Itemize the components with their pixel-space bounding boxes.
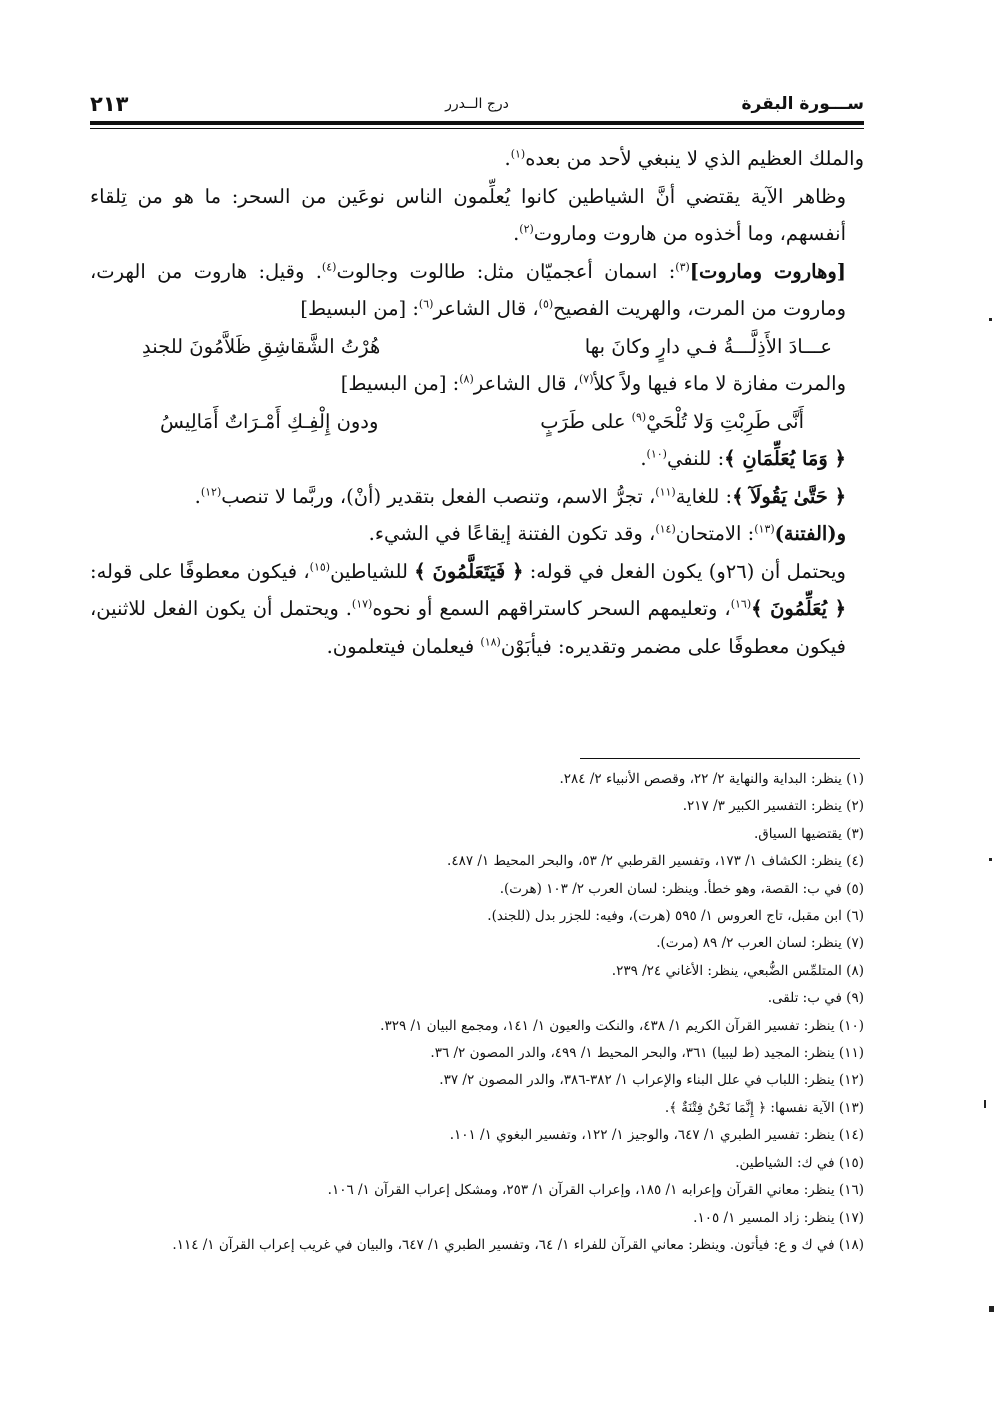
paragraph-4: والمرت مفازة لا ماء فيها ولاً كلأ$^{(٧)}$، قال الشاعر$^{(٨)}$: [من البسيط] (340, 372, 846, 395)
poetry-verse-1 (90, 328, 864, 366)
verse-1-first-hemistich: عـــادَ الأَذِلَّـــةُ فـي دارٍ وكانَ بها (584, 334, 832, 358)
main-text (90, 140, 864, 665)
quran-quote: ﴿ فَيَتَعَلَّمُونَ ﴾ (414, 559, 524, 583)
scan-speck (984, 1100, 986, 1108)
paragraph-1: والملك العظيم الذي لا ينبغي لأحد من بعده$^{(١)}$. (504, 147, 864, 170)
footnote: (١١) ينظر: المجيد (ط ليبيا) ٣٦١، والبحر المحيط ١/ ٤٩٩، والدر المصون ٢/ ٣٦. (430, 1045, 864, 1062)
footnote: (١٠) ينظر: تفسير القرآن الكريم ١/ ٤٣٨، والنكت والعيون ١/ ١٤١، ومجمع البيان ١/ ٣٢٩. (380, 1017, 864, 1034)
scan-speck (989, 858, 992, 861)
footnote: (٦) ابن مقبل، تاج العروس ١/ ٥٩٥ (هرت)، وفيه: للجزر بدل (للجند). (487, 908, 864, 925)
page-number: ٢١٣ (90, 92, 129, 116)
footnote: (١٣) الآية نفسها: ﴿ إِنَّمَا نَحْنُ فِتْنَةٌ ﴾. (664, 1099, 864, 1116)
paragraph-3: [وهاروت وماروت]$^{(٣)}$: اسمان أعجميّان مثل: طالوت وجالوت$^{(٤)}$. وقيل: هاروت من الهرت، وماروت من المرت، والهريت الفصيح$^{(٥)}$، قال الشاعر$^{(٦)}$: [من البسيط] (90, 259, 846, 320)
footnote: (٨) المتلمِّس الضُّبعي، ينظر: الأغاني ٢٤/ ٢٣٩. (611, 962, 864, 979)
footnote: (١٢) ينظر: اللباب في علل البناء والإعراب ١/ ٣٨٢-٣٨٦، والدر المصون ٢/ ٣٧. (439, 1072, 864, 1089)
surah-title: ســـورة البقرة (741, 94, 864, 114)
verse-1-second-hemistich: هُرْتُ الشَّقاشِقِ ظَلاَّمُونَ للجندِ (142, 334, 381, 358)
verse-2-first-hemistich: أَنَّى طَرِبْتِ وَلا تُلْحَيْ$^{(٩)}$ على طَرَبٍ (540, 409, 804, 433)
footnote: (١) ينظر: البداية والنهاية ٢/ ٢٢، وقصص الأنبياء ٢/ ٢٨٤. (559, 771, 864, 787)
running-header (90, 92, 864, 118)
footnote: (١٧) ينظر: زاد المسير ١/ ١٠٥. (693, 1209, 864, 1226)
footnote: (٤) ينظر: الكشاف ١/ ١٧٣، وتفسير القرطبي ٢/ ٥٣، والبحر المحيط ١/ ٤٨٧. (447, 853, 864, 870)
footnote: (١٨) في ك و ع: فيأتون. وينظر: معاني القرآن للفراء ١/ ٦٤، وتفسير الطبري ١/ ٦٤٧، والبيان في غريب إعراب القرآن ١/ ١١٤. (172, 1236, 864, 1253)
quran-quote: ﴿ وَمَا يُعَلِّمَانِ ﴾ (724, 447, 846, 470)
poetry-verse-2 (90, 403, 864, 441)
quran-quote: ﴿ يُعَلِّمُونَ ﴾ (751, 597, 847, 620)
footnote: (٥) في ب: القصة، وهو خطأ. وينظر: لسان العرب ٢/ ١٠٣ (هرت). (499, 880, 864, 897)
footnote: (٢) ينظر: التفسير الكبير ٣/ ٢١٧. (682, 798, 864, 815)
paragraph-7: و(الفتنة)$^{(١٣)}$: الامتحان$^{(١٤)}$، وقد تكون الفتنة إيقاعًا في الشيء. (368, 522, 846, 545)
footnote: (١٥) في ك: الشياطين. (735, 1154, 864, 1171)
scan-speck (989, 1306, 994, 1312)
paragraph-8: ويحتمل أن (٢٦و) يكون الفعل في قوله: ﴿ فَيَتَعَلَّمُونَ ﴾ للشياطين$^{(١٥)}$، فيكون معطوفًا على قوله: ﴿ يُعَلِّمُونَ ﴾$^{(١٦)}$، وتعليمهم السحر كاستراقهم السمع أو نحوه$^{(١٧)}$. ويحتمل أن يكون الفعل للاثنين، فيكون معطوفًا على مضمر وتقديره: فيأبَوْن$^{(١٨)}$ فيعلمان فيتعلمون. (90, 559, 847, 658)
verse-2-second-hemistich: ودون إِلْفِـكِ أَمْـرَاتٌ أَمَالِيسُ (160, 409, 379, 433)
header-rule-thin (90, 128, 864, 129)
footnote: (٩) في ب: تلقى. (767, 990, 864, 1007)
scan-speck (989, 318, 992, 321)
header-rule-thick (90, 121, 864, 125)
footnote-separator (580, 758, 860, 759)
footnote: (١٤) ينظر: تفسير الطبري ١/ ٦٤٧، والوجيز ١/ ١٢٢، وتفسير البغوي ١/ ١٠١. (449, 1127, 864, 1144)
paragraph-5: ﴿ وَمَا يُعَلِّمَانِ ﴾: للنفي$^{(١٠)}$. (640, 447, 846, 470)
book-title: درج الــدرر (445, 96, 509, 112)
footnote: (٧) ينظر: لسان العرب ٢/ ٨٩ (مرت). (656, 935, 864, 952)
paragraph-2: وظاهر الآية يقتضي أنَّ الشياطين كانوا يُعلِّمون الناس نوعَين من السحر: ما هو من تِلقاء أنفسهم، وما أخذوه من هاروت وماروت$^{(٢)}$. (90, 184, 846, 245)
footnotes (92, 766, 864, 1256)
footnote: (١٦) ينظر: معاني القرآن وإعرابه ١/ ١٨٥، وإعراب القرآن ١/ ٢٥٣، ومشكل إعراب القرآن ١/ ١٠٦. (327, 1182, 864, 1199)
quran-quote: ﴿ حَتَّىٰ يَقُولَآ ﴾ (732, 484, 846, 508)
paragraph-6: ﴿ حَتَّىٰ يَقُولَآ ﴾: للغاية$^{(١١)}$، تجرُّ الاسم، وتنصب الفعل بتقدير (أنْ)، وربَّما لا تنصب$^{(١٢)}$. (194, 484, 846, 508)
footnote: (٣) يقتضيها السياق. (753, 825, 864, 842)
